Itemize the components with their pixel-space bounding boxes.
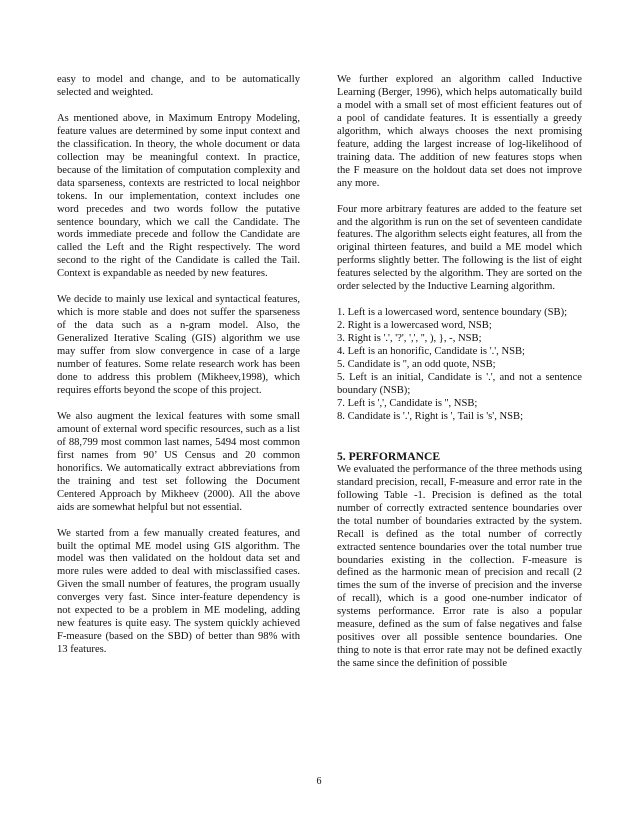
feature-item: 8. Candidate is '.', Right is ', Tail is 's', NSB;: [337, 410, 524, 422]
feature-item: 7. Left is ',', Candidate is '', NSB;: [337, 397, 478, 409]
feature-item: 5. Left is an initial, Candidate is '.', and not a sentence boundary (NSB);: [337, 372, 582, 396]
feature-item: 4. Left is an honorific, Candidate is '.', NSB;: [337, 346, 526, 358]
paragraph: We also augment the lexical features with some small amount of external word specific resources, such as a list of 88,799 most common last names, 5494 most common first names from 90’ US Census and 20 common honorifics. We automatically extract abbreviations from the training and test set following the Document Centered Approach by Mikheev (2000). All the above aids are somewhat helpful but not essential.: [57, 410, 300, 513]
page-number: 6: [316, 776, 322, 787]
paragraph: We further explored an algorithm called Inductive Learning (Berger, 1996), which helps automatically build a model with a small set of most efficient features out of a pool of candidate features. It is essentially a greedy algorithm, which always chooses the next promising feature, adding the largest increase of log-likelihood of training data. The addition of new features stops when the F measure on the holdout data set does not improve any more.: [337, 74, 582, 189]
paragraph: As mentioned above, in Maximum Entropy Modeling, feature values are determined by some input context and the classification. In theory, the whole document or data collection may be meaningful context. In practice, because of the limitation of computation complexity and data sparseness, contexts are restricted to local neighbor tokens. In our implementation, context includes one word precedes and two words follow the putative sentence boundary, which we call the Candidate. The words immediate precede and follow the Candidate are called the Left and the Right respectively. The word second to the right of the Candidate is called the Tail. Context is expandable as needed by new features.: [57, 112, 300, 280]
section-heading: 5. PERFORMANCE: [337, 449, 441, 463]
feature-item: 5. Candidate is '', an odd quote, NSB;: [337, 359, 496, 371]
paragraph: We decide to mainly use lexical and syntactical features, which is more stable and does not suffer the sparseness of the data such as a n-gram model. Also, the Generalized Iterative Scaling (GIS) algorithm we use may suffer from slow convergence in case of a large number of features. Some relate research work has been done to address this problem (Mikheev,1998), which requires efforts beyond the scope of this project.: [57, 294, 300, 396]
feature-item: 3. Right is '.', '?', ',', '', ), }, -, NSB;: [337, 333, 482, 345]
feature-item: 1. Left is a lowercased word, sentence boundary (SB);: [337, 307, 568, 319]
paragraph: Four more arbitrary features are added to the feature set and the algorithm is run on the set of seventeen candidate features. The algorithm selects eight features, all from the original thirteen features, and build a ME model which performs slightly better. The following is the list of eight features selected by the algorithm. They are sorted on the order selected by the Inductive Learning algorithm.: [337, 203, 582, 293]
paragraph: easy to model and change, and to be automatically selected and weighted.: [57, 74, 300, 98]
feature-list: [337, 307, 582, 424]
feature-item: 2. Right is a lowercased word, NSB;: [337, 320, 492, 332]
paragraph: We started from a few manually created features, and built the optimal ME model using GIS algorithm. The model was then validated on the holdout data set and more rules were added to deal with misclassified cases. Given the small number of features, the program usually converges very fast. Since inter-feature dependency is not expected to be a problem in ME modeling, adding new features is quite easy. The system quickly achieved F-measure (based on the SBD) of better than 98% with 13 features.: [57, 527, 300, 656]
left-column: [57, 74, 300, 657]
paragraph: We evaluated the performance of the three methods using standard precision, recall, F-measure and error rate in the following Table -1. Precision is defined as the total number of correctly extracted sentence boundaries over the total number of boundaries extracted by the system. Recall is defined as the total number of correctly extracted sentence boundaries over the total number true boundaries existing in the collection. F-measure is defined as the harmonic mean of precision and recall (2 times the sum of the inverse of precision and the inverse of recall), which is a good one-number indicator of systems performance. Error rate is also a popular measure, defined as the sum of false negatives and false positives over all possible sentence boundaries. One thing to note is that error rate may not be defined exactly the same since the definition of possible: [337, 463, 582, 670]
right-column: [337, 74, 582, 671]
